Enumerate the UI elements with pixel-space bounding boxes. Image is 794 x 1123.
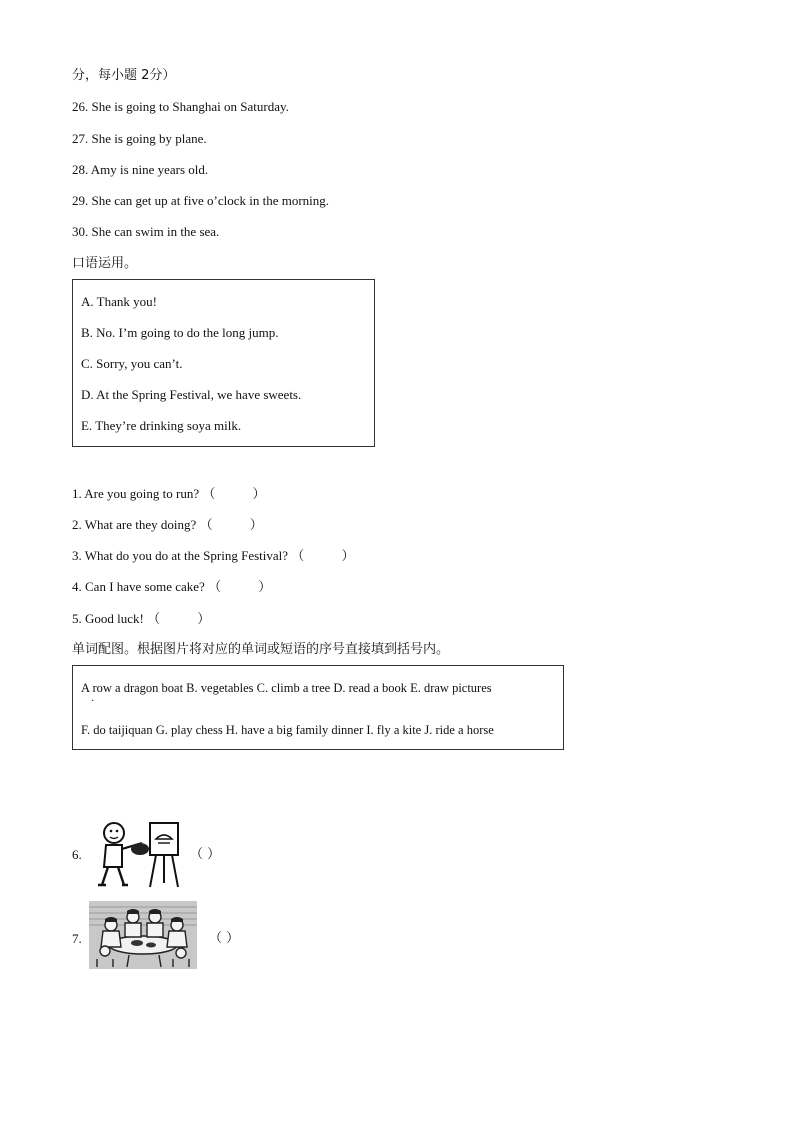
answer-blank-4[interactable]: （ ） <box>208 580 272 595</box>
match-options-line-2: F. do taijiquan G. play chess H. have a big family dinner I. fly a kite J. ride a horse <box>81 723 494 737</box>
statement-26: 26. She is going to Shanghai on Saturday. <box>72 99 289 114</box>
answer-blank-5[interactable]: （ ） <box>147 612 211 627</box>
stray-dot: · <box>91 696 95 707</box>
answer-blank-2[interactable]: （ ） <box>199 518 263 533</box>
oral-options-box <box>72 279 375 447</box>
answer-blank-7[interactable]: （ ） <box>209 931 240 946</box>
picture-item-7-number: 7. <box>72 931 82 946</box>
statement-30: 30. She can swim in the sea. <box>72 224 220 239</box>
oral-question-5-text: 5. Good luck! <box>72 611 144 626</box>
oral-option-d: D. At the Spring Festival, we have sweets. <box>81 387 302 402</box>
statement-29: 29. She can get up at five o’clock in the morning. <box>72 193 330 208</box>
header-fragment: 分，每小题 2分） <box>72 68 176 83</box>
oral-question-3-text: 3. What do you do at the Spring Festival? <box>72 548 289 563</box>
answer-blank-6[interactable]: （ ） <box>190 847 221 862</box>
oral-question-5 <box>72 611 210 628</box>
child-drawing-picture-icon <box>94 817 184 889</box>
oral-question-2 <box>72 517 263 534</box>
match-options-line-1: A row a dragon boat B. vegetables C. climb a tree D. read a book E. draw pictures <box>81 681 492 695</box>
match-options-box <box>72 665 564 750</box>
answer-blank-3[interactable]: （ ） <box>291 549 355 564</box>
match-section-title: 单词配图。根据图片将对应的单词或短语的序号直接填到括号内。 <box>72 642 450 657</box>
oral-question-1 <box>72 486 266 503</box>
oral-question-1-text: 1. Are you going to run? <box>72 486 200 501</box>
oral-option-a: A. Thank you! <box>81 294 157 309</box>
statement-27: 27. She is going by plane. <box>72 131 207 146</box>
oral-question-4-text: 4. Can I have some cake? <box>72 579 205 594</box>
picture-item-6-number: 6. <box>72 847 82 862</box>
oral-question-3 <box>72 548 355 565</box>
oral-option-e: E. They’re drinking soya milk. <box>81 418 242 433</box>
oral-option-b: B. No. I’m going to do the long jump. <box>81 325 279 340</box>
oral-question-2-text: 2. What are they doing? <box>72 517 197 532</box>
statement-28: 28. Amy is nine years old. <box>72 162 209 177</box>
oral-option-c: C. Sorry, you can’t. <box>81 356 183 371</box>
oral-question-4 <box>72 579 271 596</box>
oral-section-title: 口语运用。 <box>72 256 138 271</box>
family-dinner-picture-icon <box>89 901 197 969</box>
answer-blank-1[interactable]: （ ） <box>202 487 266 502</box>
